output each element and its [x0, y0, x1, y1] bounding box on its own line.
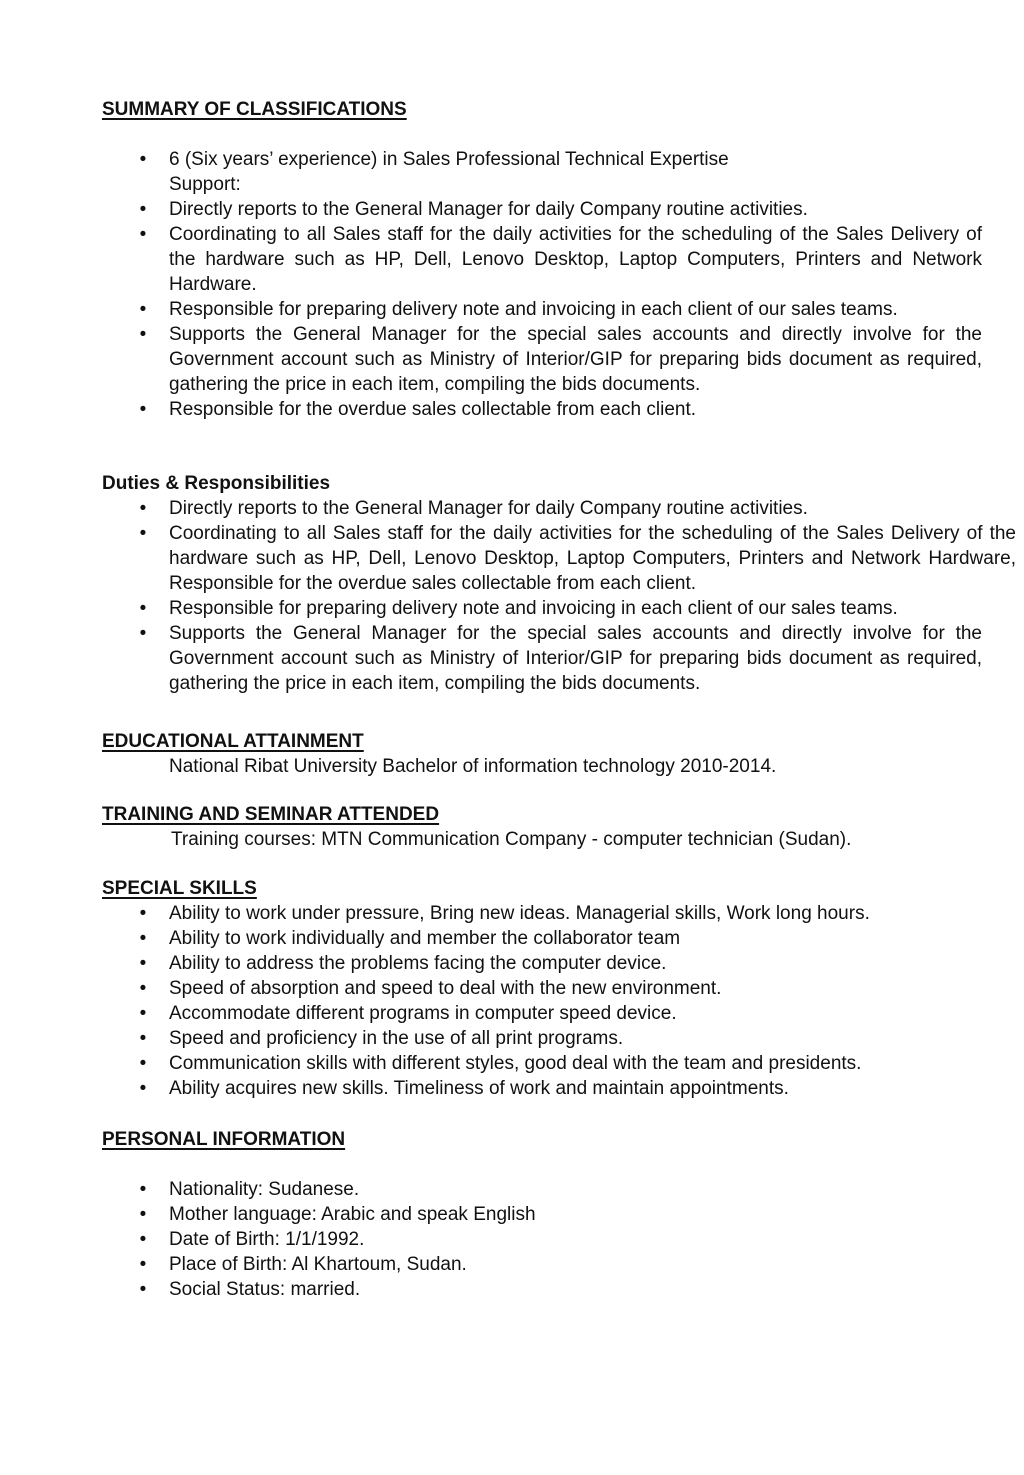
- personal-list: [102, 1177, 982, 1302]
- bullet-icon: •: [139, 149, 147, 170]
- list-item: [102, 1026, 982, 1051]
- duties-item-text: Coordinating to all Sales staff for the daily activities for the scheduling of the Sales Delivery of the hardware such as HP, Dell, Lenovo Desktop, Laptop Computers, Printers and Network Hardware, Responsible for the overdue sales collectable from each client.: [169, 523, 1016, 594]
- personal-item-text: Date of Birth: 1/1/1992.: [169, 1229, 365, 1250]
- bullet-icon: •: [139, 928, 147, 949]
- training-section: [102, 802, 982, 852]
- skills-section: [102, 876, 982, 1101]
- summary-heading: SUMMARY OF CLASSIFICATIONS: [102, 99, 407, 120]
- list-item: [102, 222, 982, 297]
- skills-item-text: Ability to address the problems facing the computer device.: [169, 953, 667, 974]
- summary-item-text: Responsible for preparing delivery note and invoicing in each client of our sales teams.: [169, 299, 898, 320]
- skills-item-text: Speed and proficiency in the use of all print programs.: [169, 1028, 624, 1049]
- bullet-icon: •: [139, 1229, 147, 1250]
- bullet-icon: •: [139, 903, 147, 924]
- skills-heading: SPECIAL SKILLS: [102, 878, 257, 899]
- list-item: [102, 496, 1016, 521]
- bullet-icon: •: [139, 1078, 147, 1099]
- bullet-icon: •: [139, 498, 147, 519]
- list-item: [102, 1001, 982, 1026]
- education-text: National Ribat University Bachelor of information technology 2010-2014.: [169, 756, 777, 777]
- personal-item-text: Mother language: Arabic and speak English: [169, 1204, 536, 1225]
- summary-item-text: Coordinating to all Sales staff for the daily activities for the scheduling of the Sales Delivery of the hardware such as HP, Dell, Lenovo Desktop, Laptop Computers, Printers and Network Hardware.: [169, 224, 982, 295]
- training-text: Training courses: MTN Communication Company - computer technician (Sudan).: [171, 829, 852, 850]
- skills-item-text: Ability to work under pressure, Bring new ideas. Managerial skills, Work long hours.: [169, 903, 870, 924]
- duties-item-text: Directly reports to the General Manager for daily Company routine activities.: [169, 498, 808, 519]
- list-item: [102, 976, 982, 1001]
- summary-item-text: Responsible for the overdue sales collectable from each client.: [169, 399, 697, 420]
- list-item: [102, 197, 982, 222]
- bullet-icon: •: [139, 978, 147, 999]
- list-item: [102, 322, 982, 397]
- list-item: [102, 297, 982, 322]
- list-item: [102, 1202, 982, 1227]
- skills-list: [102, 901, 982, 1101]
- duties-item-text: Supports the General Manager for the special sales accounts and directly involve for the Government account such as Ministry of Interior/GIP for preparing bids document as required, gathering the price in each item, compiling the bids documents.: [169, 623, 982, 694]
- personal-item-text: Place of Birth: Al Khartoum, Sudan.: [169, 1254, 467, 1275]
- personal-section: [102, 1127, 982, 1302]
- skills-item-text: Ability acquires new skills. Timeliness of work and maintain appointments.: [169, 1078, 789, 1099]
- bullet-icon: •: [139, 224, 147, 245]
- training-heading: TRAINING AND SEMINAR ATTENDED: [102, 804, 440, 825]
- list-item: [102, 621, 982, 696]
- duties-section: [102, 471, 1016, 696]
- list-item: [102, 926, 982, 951]
- bullet-icon: •: [139, 1279, 147, 1300]
- personal-item-text: Nationality: Sudanese.: [169, 1179, 360, 1200]
- personal-item-text: Social Status: married.: [169, 1279, 361, 1300]
- bullet-icon: •: [139, 1254, 147, 1275]
- skills-item-text: Ability to work individually and member the collaborator team: [169, 928, 681, 949]
- list-item: [102, 521, 1016, 596]
- bullet-icon: •: [139, 1204, 147, 1225]
- bullet-icon: •: [139, 299, 147, 320]
- bullet-icon: •: [139, 199, 147, 220]
- duties-item-text: Responsible for preparing delivery note and invoicing in each client of our sales teams.: [169, 598, 898, 619]
- list-item: [102, 1051, 982, 1076]
- list-item: [102, 397, 982, 422]
- duties-heading: Duties & Responsibilities: [102, 473, 331, 494]
- personal-heading: PERSONAL INFORMATION: [102, 1129, 346, 1150]
- duties-list: [102, 496, 1016, 696]
- list-item: [102, 1252, 982, 1277]
- bullet-icon: •: [139, 953, 147, 974]
- bullet-icon: •: [139, 1053, 147, 1074]
- bullet-icon: •: [139, 324, 147, 345]
- bullet-icon: •: [139, 1028, 147, 1049]
- bullet-icon: •: [139, 623, 147, 644]
- bullet-icon: •: [139, 598, 147, 619]
- bullet-icon: •: [139, 1179, 147, 1200]
- list-item: [102, 147, 982, 197]
- summary-item-continuation: Support:: [169, 174, 241, 195]
- summary-section: [102, 97, 982, 422]
- education-section: [102, 729, 982, 779]
- list-item: [102, 951, 982, 976]
- skills-item-text: Speed of absorption and speed to deal with the new environment.: [169, 978, 722, 999]
- education-heading: EDUCATIONAL ATTAINMENT: [102, 731, 364, 752]
- list-item: [102, 901, 982, 926]
- skills-item-text: Communication skills with different styles, good deal with the team and presidents.: [169, 1053, 862, 1074]
- summary-item-text: 6 (Six years’ experience) in Sales Professional Technical Expertise: [169, 149, 729, 170]
- list-item: [102, 1177, 982, 1202]
- bullet-icon: •: [139, 399, 147, 420]
- bullet-icon: •: [139, 1003, 147, 1024]
- summary-item-text: Directly reports to the General Manager for daily Company routine activities.: [169, 199, 808, 220]
- summary-item-text: Supports the General Manager for the special sales accounts and directly involve for the Government account such as Ministry of Interior/GIP for preparing bids document as required, gathering the price in each item, compiling the bids documents.: [169, 324, 982, 395]
- list-item: [102, 1277, 982, 1302]
- bullet-icon: •: [139, 523, 147, 544]
- summary-list: [102, 147, 982, 422]
- list-item: [102, 1227, 982, 1252]
- list-item: [102, 596, 982, 621]
- skills-item-text: Accommodate different programs in computer speed device.: [169, 1003, 677, 1024]
- list-item: [102, 1076, 982, 1101]
